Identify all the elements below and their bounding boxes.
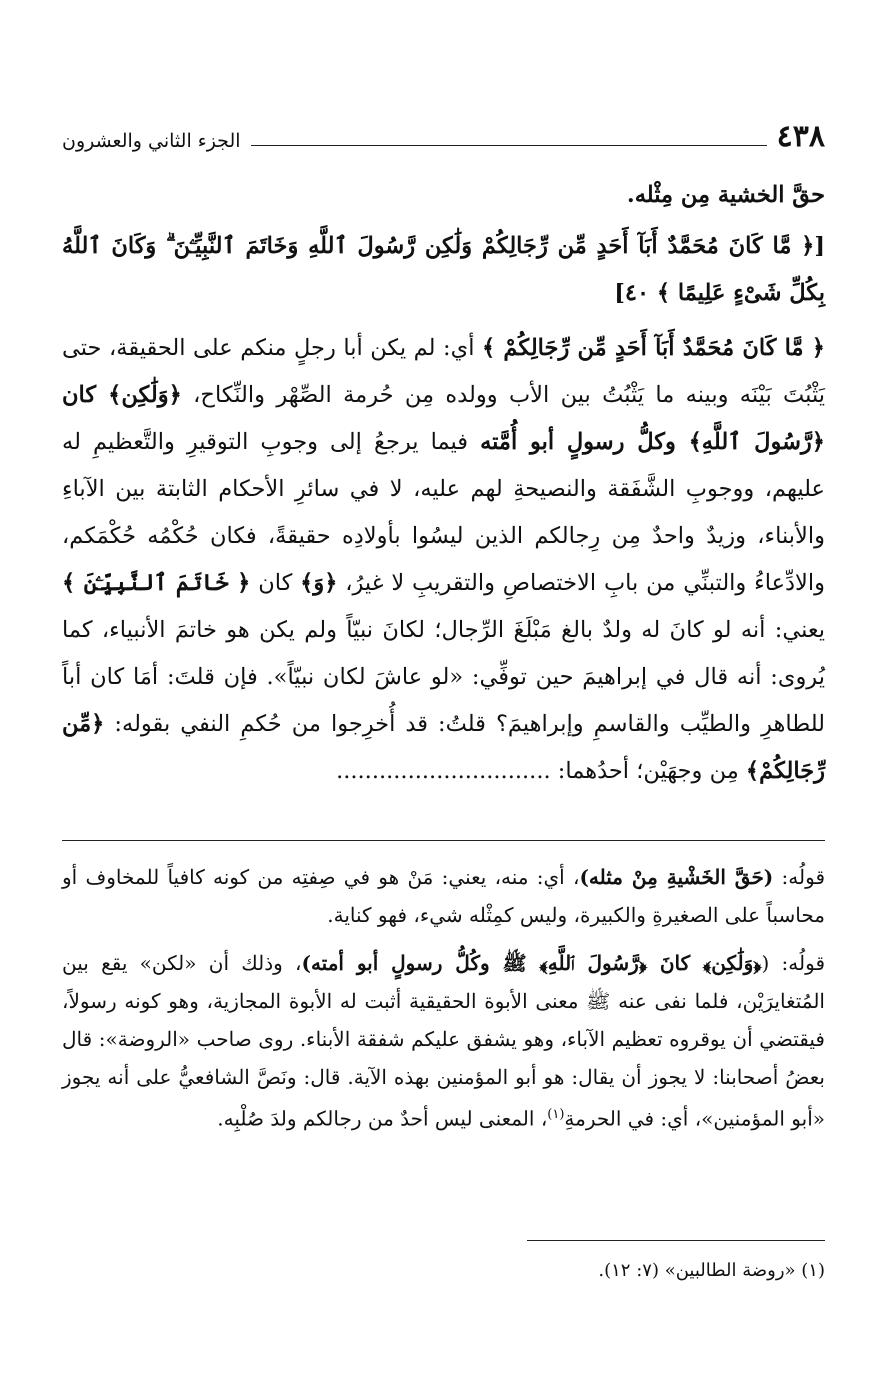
footnote-rule bbox=[527, 1240, 825, 1241]
quran-quote: ﴿ خَاتَمَ ٱلنَّبِيِّـۧنَ ﴾ bbox=[62, 570, 251, 596]
gloss-paragraph-1 bbox=[62, 858, 825, 934]
text-run: كان bbox=[250, 570, 301, 596]
text-run: يعني: أنه لو كانَ له ولدٌ بالغ مَبْلَغَ الرِّجال؛ لكانَ نبيّاً ولم يكن هو خاتمَ الأنبياء، كما يُروى: أنه قال في إبراهيمَ حين توفِّي: «لو عاشَ لكان نبيّاً». فإن قلتَ: أمَا كان أباً للطاهرِ والطيِّب والقاسمِ وإبراهيمَ؟ قلتُ: قد أُخرِجوا من حُكمِ النفي بقوله: bbox=[62, 617, 825, 737]
text-run: فيما يرجعُ إلى وجوبِ التوقيرِ والتَّعظيمِ له عليهم، ووجوبِ الشَّفَقة والنصيحةِ لهم عليه، لا في سائرِ الأحكام الثابتة بين الآباءِ والأبناء، وزيدٌ واحدٌ مِن رِجالكم الذين ليسُوا بأولادِه حقيقةً، فكان حُكْمُه حُكْمَكم، والادِّعاءُ والتبنِّي من بابِ الاختصاصِ والتقريبِ لا غيرُ، bbox=[62, 429, 825, 596]
footnote-separator bbox=[62, 840, 825, 841]
text-run: أي: لم يكن أبا رجلٍ منكم على الحقيقة، حتى يَثْبُتَ بَيْنَه وبينه ما يَثْبُتُ بين الأب وولده مِن حُرمة الصِّهْر والنِّكاح، bbox=[62, 335, 825, 408]
quran-quote: ﴿رَّسُولَ ٱللَّهِ﴾ bbox=[539, 951, 647, 975]
emphasis-text: وكلُّ رسولٍ أبو أُمَّته bbox=[480, 429, 689, 455]
page-header bbox=[62, 112, 825, 152]
text-run: ، المعنى ليس أحدٌ من رجالكم ولدَ صُلْبِه. bbox=[217, 1106, 548, 1131]
header-rule bbox=[251, 145, 767, 146]
quran-quote: ﴿وَلَٰكِن﴾ bbox=[703, 951, 762, 975]
gloss-section bbox=[62, 858, 825, 1148]
gloss-paragraph-2 bbox=[62, 944, 825, 1138]
running-title: الجزء الثاني والعشرون bbox=[62, 130, 241, 152]
quran-quote: ﴿رَّسُولَ ٱللَّهِ﴾ bbox=[688, 429, 825, 455]
emphasis-text: (حَقَّ الخَشْيةِ مِنْ مثله) bbox=[579, 865, 774, 889]
text-run: ، وذلك أن «لكن» يقع بين المُتغايرَيْن، فلما نفى عنه ﷺ معنى الأبوة الحقيقية أثبت له الأبوة المجازية، وهو كونه رسولاً، فيقتضي أن يوقروه تعظيم الآباء، وهو يشفق عليكم شفقة الأبناء. روى صاحب «الروضة»: قال بعضُ أصحابنا: لا يجوز أن يقال: هو أبو المؤمنين بهذه الآية. قال: ونَصَّ الشافعيُّ على أنه يجوز «أبو المؤمنين»، أي: في الحرمةِ bbox=[62, 951, 825, 1131]
footnote-marker: (١) bbox=[547, 1107, 565, 1122]
lead-line: حقَّ الخشية مِن مِثْله. bbox=[626, 182, 825, 208]
text-run: قولُه: bbox=[773, 865, 826, 889]
emphasis-text: كان bbox=[62, 382, 109, 408]
commentary-paragraph bbox=[62, 325, 825, 795]
quran-quote: ﴿وَلَٰكِن﴾ bbox=[108, 382, 182, 408]
page-number: ٤٣٨ bbox=[776, 119, 825, 154]
main-text bbox=[62, 172, 825, 795]
quran-quote: ﴿ مَّا كَانَ مُحَمَّدٌ أَبَآ أَحَدٍ مِّن رِّجَالِكُمْ ﴾ bbox=[482, 335, 825, 361]
quran-quote: ﴿وَ﴾ bbox=[300, 570, 338, 596]
quran-quote: ﴿مِّن رِّجَالِكُمْ﴾ bbox=[62, 711, 825, 784]
emphasis-text: ﷺ وكُلُّ رسولٍ أبو أمته) bbox=[301, 951, 540, 975]
emphasis-text: كانَ bbox=[647, 951, 704, 975]
quran-verse: [﴿ مَّا كَانَ مُحَمَّدٌ أَبَآ أَحَدٍ مِّن رِّجَالِكُمْ وَلَٰكِن رَّسُولَ ٱللَّهِ وَخَاتَمَ ٱلنَّبِيِّـۧنَ ۗ وَكَانَ ٱللَّهُ بِكُلِّ شَىْءٍ عَلِيمًا ﴾ ٤٠] bbox=[62, 233, 825, 306]
text-run: قولُه: ( bbox=[761, 951, 826, 975]
text-run: ، أي: منه، يعني: مَنْ هو في صِفتِه من كونه كافياً للمخاوف أو محاسباً على الصغيرةِ والكبيرة، وليس كمِثْله شيء، فهو كناية. bbox=[62, 865, 825, 927]
text-run: مِن وجهَيْن؛ أحدُهما: .............................. bbox=[336, 758, 746, 784]
footnote: (١) «روضة الطالبين» (٧: ١٢). bbox=[598, 1260, 825, 1281]
